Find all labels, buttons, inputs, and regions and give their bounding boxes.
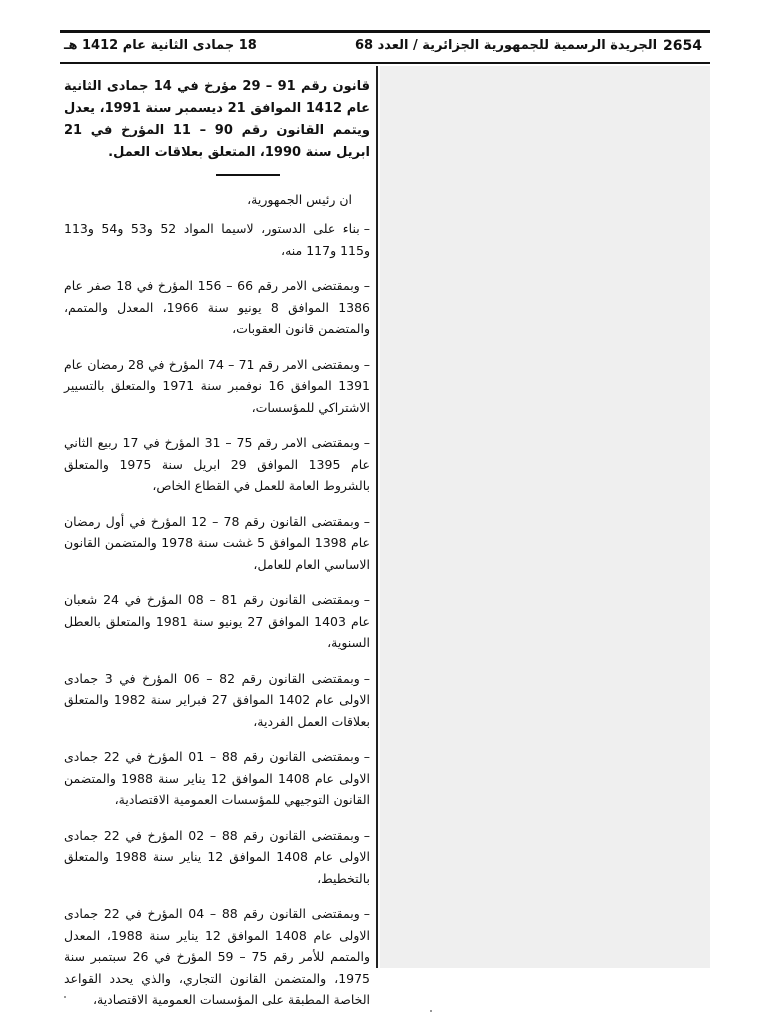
blank-column xyxy=(380,66,710,968)
page-header xyxy=(60,30,710,64)
clause-dash: – xyxy=(363,749,370,764)
clause-dash: – xyxy=(363,670,370,686)
clause-dash: – xyxy=(363,356,371,372)
clause-item xyxy=(64,432,370,497)
clause-dash: – xyxy=(363,827,370,843)
law-title: قانون رقم 91 – 29 مؤرخ في 14 جمادى الثانية عام 1412 الموافق 21 ديسمبر سنة 1991، يعدل ويتمم القانون رقم 90 – 11 المؤرخ في 21 ابريل سنة 1990، المتعلق بعلاقات العمل. xyxy=(64,79,370,160)
clause-item xyxy=(64,668,370,733)
clause-dash: – xyxy=(363,513,370,529)
title-separator xyxy=(216,174,280,176)
clause-dash: – xyxy=(363,906,370,921)
issue-date: 18 جمادى الثانية عام 1412 هـ xyxy=(64,38,257,53)
clause-item xyxy=(64,746,370,811)
scan-speck xyxy=(64,996,66,998)
clause-item xyxy=(64,511,370,576)
clause-item xyxy=(64,275,370,340)
clause-item xyxy=(64,218,370,261)
clause-item xyxy=(64,903,370,1011)
clause-dash: – xyxy=(363,278,370,293)
column-divider xyxy=(376,66,378,968)
clause-text: وبمقتضى القانون رقم 78 – 12 المؤرخ في أول رمضان عام 1398 الموافق 5 غشت سنة 1978 والمتضمن القانون الاساسي العام للعامل، xyxy=(64,513,371,572)
clause-item xyxy=(64,354,370,419)
clause-text: وبمقتضى القانون رقم 88 – 02 المؤرخ في 22 جمادى الاولى عام 1408 الموافق 12 يناير سنة 1988 والمتعلق بالتخطيط، xyxy=(64,827,370,886)
clause-text: وبمقتضى القانون رقم 88 – 01 المؤرخ في 22 جمادى الاولى عام 1408 الموافق 12 يناير سنة 1988 والمتضمن القانون التوجيهي للمؤسسات العمومية الاقتصادية، xyxy=(64,749,370,807)
clause-text: وبمقتضى الامر رقم 71 – 74 المؤرخ في 28 رمضان عام 1391 الموافق 16 نوفمبر سنة 1971 والمتعلق بالتسيير الاشتراكي للمؤسسات، xyxy=(64,356,370,415)
clause-text: وبمقتضى الامر رقم 75 – 31 المؤرخ في 17 ربيع الثاني عام 1395 الموافق 29 ابريل سنة 1975 والمتعلق بالشروط العامة للعمل في القطاع الخاص، xyxy=(64,435,370,493)
clause-dash: – xyxy=(363,221,370,236)
clause-text: وبمقتضى القانون رقم 88 – 04 المؤرخ في 22 جمادى الاولى عام 1408 الموافق 12 يناير سنة 1988، المعدل والمتمم للأمر رقم 75 – 59 المؤرخ في 26 سبتمبر سنة 1975، والمتضمن القانون التجاري، والذي يحدد القواعد الخاصة المطبقة على المؤسسات العمومية الاقتصادية، xyxy=(64,906,370,1007)
clause-dash: – xyxy=(363,592,370,607)
text-column xyxy=(64,76,370,1025)
gazette-title: الجريدة الرسمية للجمهورية الجزائرية / العدد 68 xyxy=(355,38,658,53)
intro-line: ان رئيس الجمهورية، xyxy=(247,192,352,207)
clause-item xyxy=(64,589,370,654)
clause-text: وبمقتضى القانون رقم 82 – 06 المؤرخ في 3 جمادى الاولى عام 1402 الموافق 27 فبراير سنة 1982 والمتعلق بعلاقات العمل الفردية، xyxy=(64,670,370,729)
scan-speck xyxy=(430,1010,432,1012)
clause-text: وبمقتضى الامر رقم 66 – 156 المؤرخ في 18 صفر عام 1386 الموافق 8 يونيو سنة 1966، المعدل والمتمم، والمتضمن قانون العقوبات، xyxy=(64,278,370,336)
clause-text: وبمقتضى القانون رقم 81 – 08 المؤرخ في 24 شعبان عام 1403 الموافق 27 يونيو سنة 1981 والمتعلق بالعطل السنوية، xyxy=(64,592,370,650)
clause-dash: – xyxy=(363,435,370,450)
clause-text: بناء على الدستور، لاسيما المواد 52 و53 و54 و113 و115 و117 منه، xyxy=(64,221,370,258)
page-number: 2654 xyxy=(663,38,702,54)
clause-item xyxy=(64,825,370,890)
